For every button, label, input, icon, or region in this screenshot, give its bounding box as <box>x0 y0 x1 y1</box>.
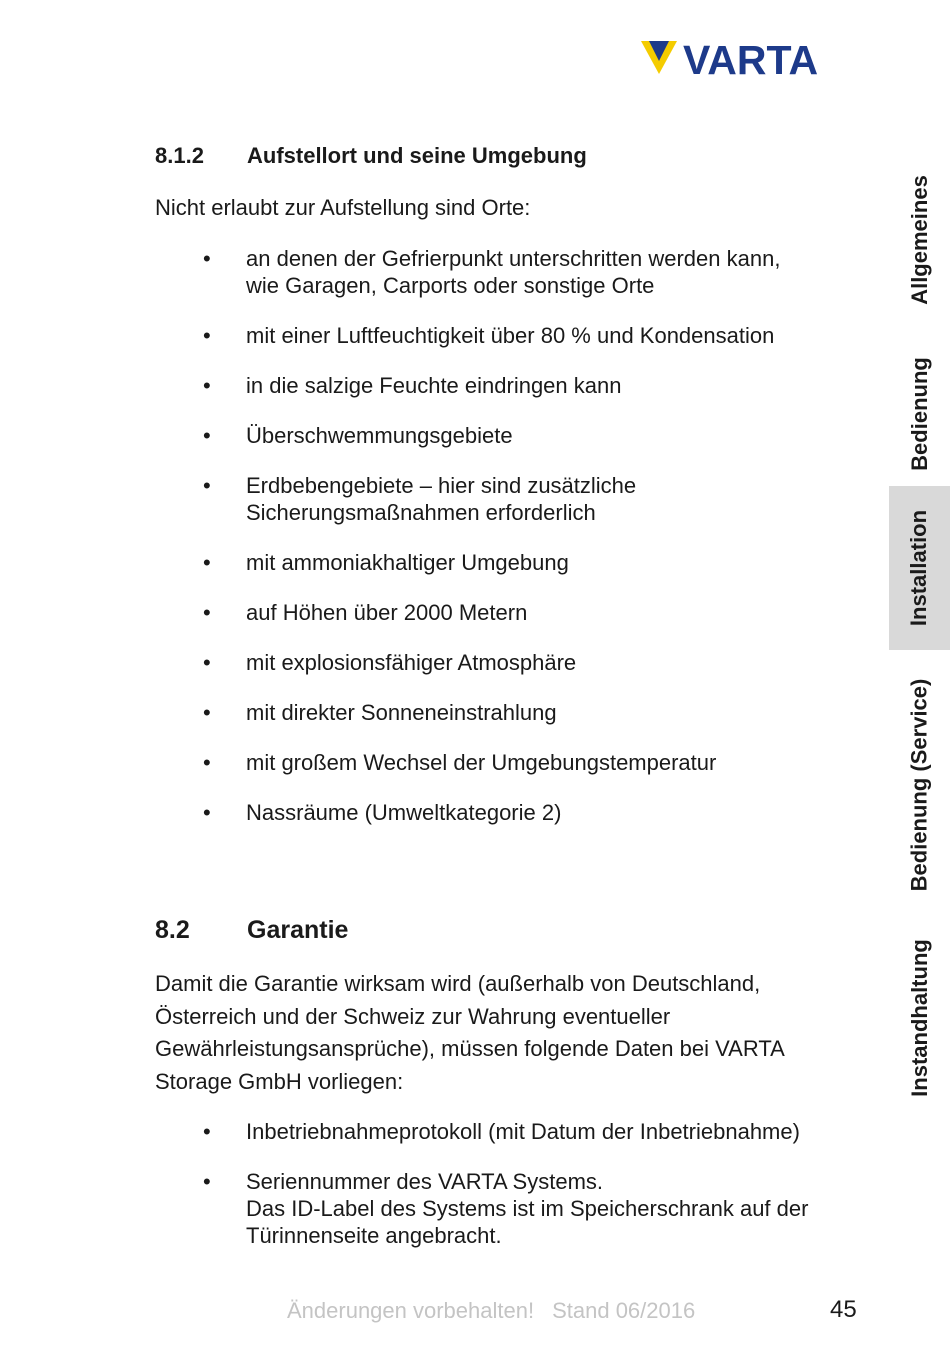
list-item-text: mit großem Wechsel der Umgebungstemperatur <box>246 750 717 775</box>
bullet-icon: • <box>203 600 211 625</box>
side-chapter-tabs <box>889 160 950 1120</box>
bullet-icon: • <box>203 750 211 775</box>
varta-logo <box>641 41 849 77</box>
tab-maintenance[interactable] <box>889 920 950 1115</box>
tab-label: Allgemeines <box>906 175 932 305</box>
bullet-icon: • <box>203 1169 211 1194</box>
tab-label: Installation <box>906 509 932 627</box>
tab-operation-service[interactable] <box>889 660 950 910</box>
restricted-locations-list <box>0 245 860 849</box>
list-item-text: wie Garagen, Carports oder sonstige Orte <box>246 273 655 298</box>
footer-date: Stand 06/2016 <box>552 1298 696 1323</box>
bullet-icon: • <box>203 373 211 398</box>
list-item <box>0 1118 860 1145</box>
list-item-text: Sicherungsmaßnahmen erforderlich <box>246 500 596 525</box>
section-number: 8.1.2 <box>155 143 204 168</box>
list-item <box>0 599 860 626</box>
paragraph-line: Österreich und der Schweiz zur Wahrung eventueller <box>155 1003 671 1029</box>
bullet-icon: • <box>203 700 211 725</box>
list-item-text: mit direkter Sonneneinstrahlung <box>246 700 557 725</box>
list-item-text: Seriennummer des VARTA Systems. <box>246 1169 604 1194</box>
section-intro: Nicht erlaubt zur Aufstellung sind Orte: <box>155 195 531 220</box>
list-item <box>0 372 860 399</box>
page-number: 45 <box>830 1296 857 1323</box>
bullet-icon: • <box>203 800 211 825</box>
section-number: 8.2 <box>155 916 190 944</box>
list-item <box>0 749 860 776</box>
list-item <box>0 649 860 676</box>
section-heading-8-2 <box>155 916 348 945</box>
section-title: Garantie <box>247 916 349 944</box>
list-item <box>0 422 860 449</box>
warranty-paragraph <box>155 968 845 1098</box>
list-item-text: mit einer Luftfeuchtigkeit über 80 % und Kondensation <box>246 323 775 348</box>
list-item-text: mit explosionsfähiger Atmosphäre <box>246 650 577 675</box>
list-item-text: an denen der Gefrierpunkt unterschritten werden kann, <box>246 246 781 271</box>
tab-label: Instandhaltung <box>906 938 932 1097</box>
list-item-text: auf Höhen über 2000 Metern <box>246 600 528 625</box>
tab-operation[interactable] <box>889 338 950 490</box>
list-item <box>0 1168 860 1249</box>
section-heading-8-1-2 <box>155 143 587 169</box>
list-item-text: Inbetriebnahmeprotokoll (mit Datum der Inbetriebnahme) <box>246 1119 800 1144</box>
list-item <box>0 322 860 349</box>
varta-logo-mark-icon <box>641 41 849 77</box>
tab-label: Bedienung <box>906 357 932 471</box>
svg-text:VARTA: VARTA <box>683 41 819 77</box>
list-item <box>0 799 860 826</box>
bullet-icon: • <box>203 473 211 498</box>
footer-note <box>287 1298 713 1324</box>
list-item-text: Das ID-Label des Systems ist im Speicherschrank auf der <box>246 1196 809 1221</box>
bullet-icon: • <box>203 423 211 448</box>
tab-label: Bedienung (Service) <box>906 678 932 892</box>
list-item-text: in die salzige Feuchte eindringen kann <box>246 373 622 398</box>
list-item <box>0 245 860 299</box>
list-item-text: Nassräume (Umweltkategorie 2) <box>246 800 562 825</box>
tab-general[interactable] <box>889 160 950 320</box>
list-item <box>0 549 860 576</box>
warranty-requirements-list <box>0 1118 860 1272</box>
bullet-icon: • <box>203 1119 211 1144</box>
list-item <box>0 699 860 726</box>
paragraph-line: Damit die Garantie wirksam wird (außerhalb von Deutschland, <box>155 971 761 996</box>
footer-disclaimer: Änderungen vorbehalten! <box>287 1298 535 1323</box>
list-item-text: Erdbebengebiete – hier sind zusätzliche <box>246 473 637 498</box>
bullet-icon: • <box>203 246 211 271</box>
bullet-icon: • <box>203 650 211 675</box>
list-item-text: Überschwemmungsgebiete <box>246 423 513 448</box>
paragraph-line: Gewährleistungsansprüche), müssen folgende Daten bei VARTA <box>155 1036 785 1061</box>
bullet-icon: • <box>203 550 211 575</box>
list-item-text: mit ammoniakhaltiger Umgebung <box>246 550 569 575</box>
section-title: Aufstellort und seine Umgebung <box>247 143 587 168</box>
list-item <box>0 472 860 526</box>
paragraph-line: Storage GmbH vorliegen: <box>155 1068 404 1094</box>
list-item-text: Türinnenseite angebracht. <box>246 1223 502 1248</box>
tab-installation[interactable] <box>889 486 950 650</box>
bullet-icon: • <box>203 323 211 348</box>
